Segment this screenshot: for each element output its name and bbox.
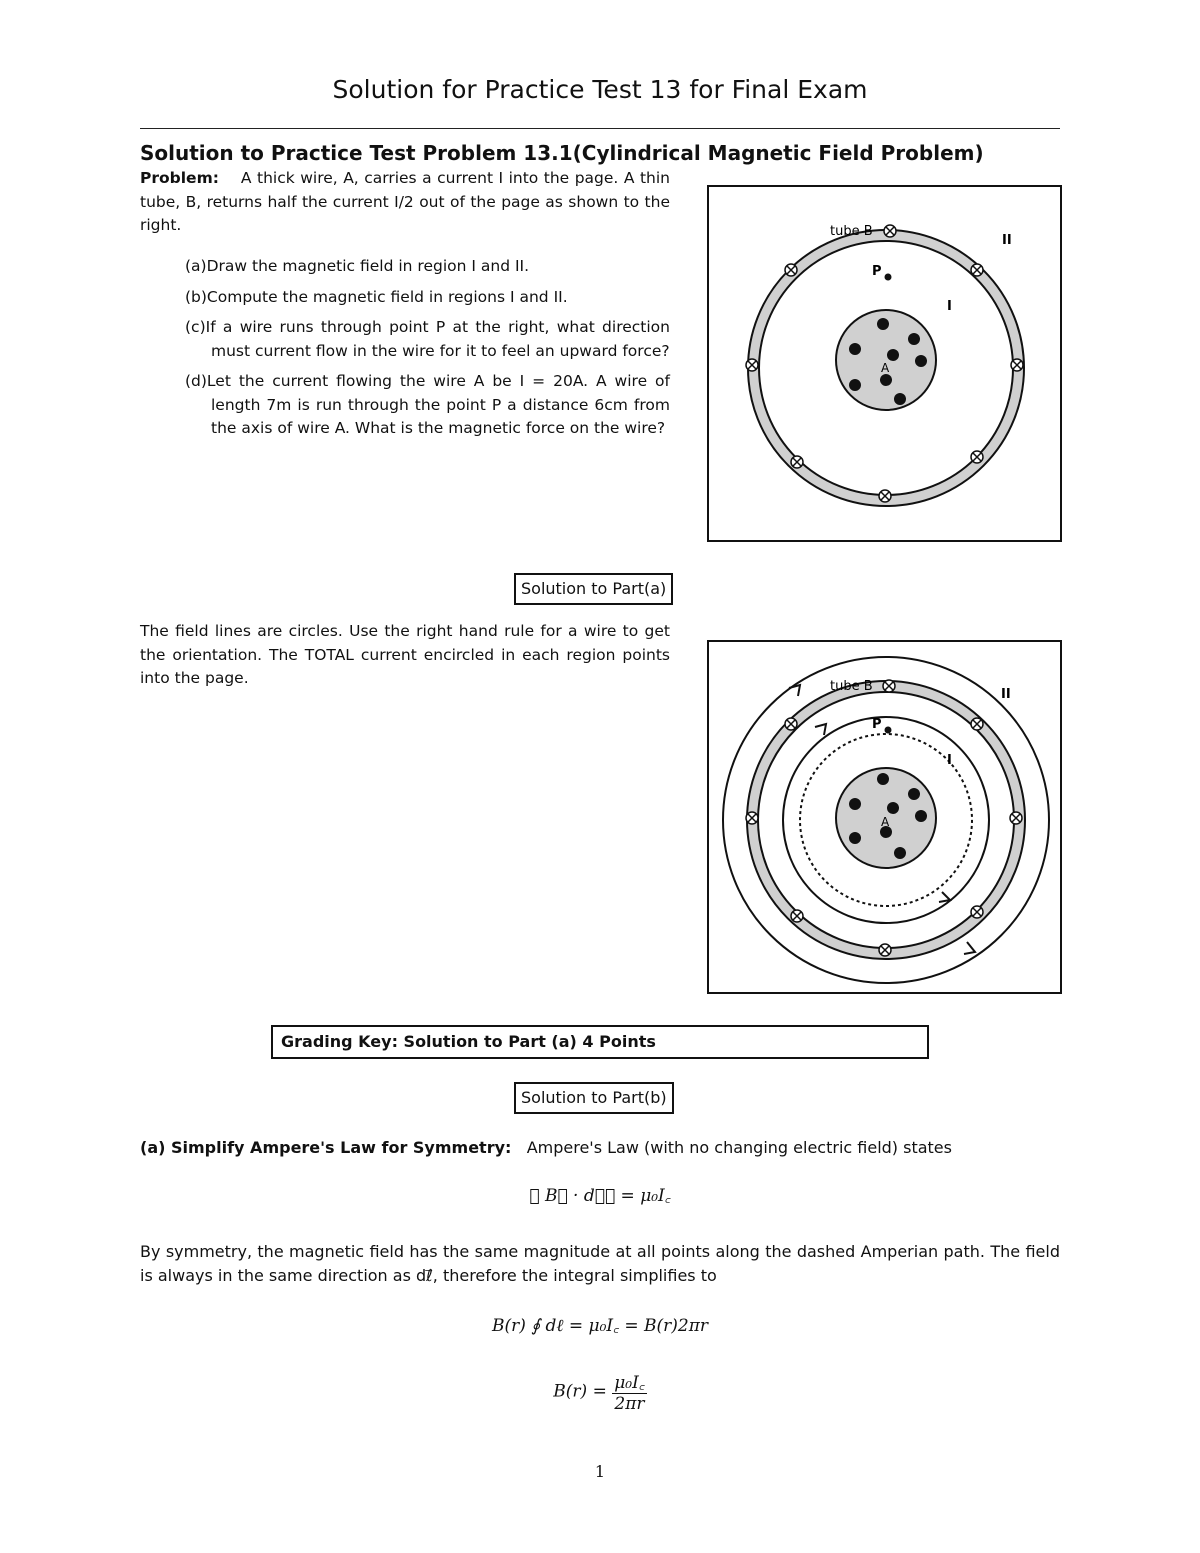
symmetry-text: By symmetry, the magnetic field has the same magnitude at all points along the dashed Amperian path. The field is always in the same direction as dℓ⃗, therefore the integral simplifies to bbox=[140, 1242, 1060, 1285]
title-rule bbox=[140, 128, 1060, 129]
arrow-outer-top bbox=[789, 685, 800, 696]
figure-problem bbox=[707, 185, 1062, 542]
figure-problem-svg bbox=[709, 187, 1060, 540]
solution-part-b-box: Solution to Part(b) bbox=[514, 1082, 674, 1114]
wire-a-label: A bbox=[881, 815, 890, 829]
field-result-equation bbox=[0, 1370, 1200, 1414]
problem-intro bbox=[140, 167, 670, 238]
tube-b-label: tube B bbox=[830, 679, 873, 694]
part-b-step-text: Ampere's Law (with no changing electric field) states bbox=[526, 1138, 952, 1157]
simplified-integral-equation: B(r) ∮ dℓ = μ₀I꜀ = B(r)2πr bbox=[491, 1316, 709, 1336]
grading-key-part-a: Grading Key: Solution to Part (a) 4 Points bbox=[271, 1025, 929, 1059]
point-p-label: P bbox=[872, 264, 882, 279]
figure-solution-a-svg bbox=[709, 642, 1060, 992]
part-a-text: The field lines are circles. Use the right hand rule for a wire to get the orientation. The TOTAL current encircled in each region points into the page. bbox=[140, 622, 670, 687]
solution-part-a-box: Solution to Part(a) bbox=[514, 573, 673, 605]
page-number: 1 bbox=[594, 1462, 606, 1481]
problem-part-c: (c)If a wire runs through point P at the right, what direction must current flow in the wire for it to feel an upward force? bbox=[185, 318, 670, 360]
problem-part-a: (a)Draw the magnetic field in region I and II. bbox=[185, 257, 530, 275]
region-i-label: I bbox=[947, 299, 952, 314]
arrow-outer-bottom bbox=[964, 942, 975, 954]
region-i-label: I bbox=[947, 753, 952, 768]
problem-label: Problem: bbox=[140, 169, 219, 187]
part-b-step-heading: (a) Simplify Ampere's Law for Symmetry: bbox=[140, 1138, 512, 1157]
field-result-numerator: μ₀I꜀ bbox=[612, 1370, 646, 1394]
region-ii-label: II bbox=[1002, 233, 1012, 248]
problem-part-d: (d)Let the current flowing the wire A be I = 20A. A wire of length 7m is run through the point P a distance 6cm from the axis of wire A. What is the magnetic force on the wire? bbox=[185, 372, 670, 437]
field-result-fraction bbox=[612, 1370, 646, 1414]
ampere-law-equation: ∮ B⃗ · dℓ⃗ = μ₀I꜀ bbox=[529, 1186, 671, 1206]
region-ii-label: II bbox=[1001, 687, 1011, 702]
point-p-label: P bbox=[872, 717, 882, 732]
field-result-lhs: B(r) = bbox=[553, 1381, 607, 1402]
point-p bbox=[885, 727, 892, 734]
point-p bbox=[885, 274, 892, 281]
field-result-denominator: 2πr bbox=[614, 1394, 645, 1414]
problem-parts-list bbox=[185, 255, 670, 448]
problem-intro-text: A thick wire, A, carries a current I into the page. A thin tube, B, returns half the current I/2 out of the page as shown to the right. bbox=[140, 169, 670, 234]
tube-b-label: tube B bbox=[830, 224, 873, 239]
figure-solution-a bbox=[707, 640, 1062, 994]
page-title: Solution for Practice Test 13 for Final Exam bbox=[332, 75, 868, 104]
problem-heading: Solution to Practice Test Problem 13.1(Cylindrical Magnetic Field Problem) bbox=[140, 141, 984, 165]
problem-part-b: (b)Compute the magnetic field in regions I and II. bbox=[185, 287, 568, 306]
wire-a-label: A bbox=[881, 361, 890, 375]
part-b-step-line bbox=[140, 1136, 952, 1160]
